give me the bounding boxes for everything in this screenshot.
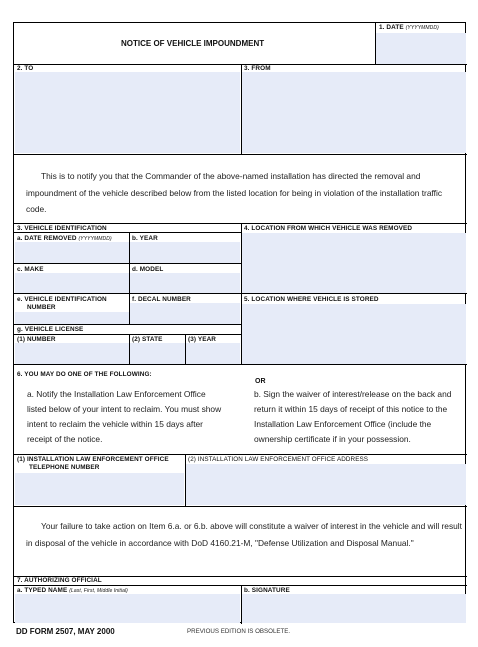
year-label: b. YEAR <box>132 235 158 242</box>
signature-field[interactable] <box>242 594 466 623</box>
notice-paragraph <box>26 168 459 218</box>
notice-text: This is to notify you that the Commander of the above-named installation has directed the removal and impoundment of the vehicle described below from the listed location for being in violation of the installation traffic code. <box>26 171 443 214</box>
office-address-field[interactable] <box>186 464 466 505</box>
typed-name-hint: (Last, First, Middle Initial) <box>69 588 128 594</box>
decal-field[interactable] <box>130 303 240 324</box>
make-field[interactable] <box>15 273 129 293</box>
license-number-field[interactable] <box>15 343 129 364</box>
divider <box>14 506 467 507</box>
vin-label-line-1: e. VEHICLE IDENTIFICATION <box>17 296 107 303</box>
divider <box>14 364 467 365</box>
model-label: d. MODEL <box>132 266 164 273</box>
signature-label: b. SIGNATURE <box>244 587 290 594</box>
divider <box>14 454 467 455</box>
date-field[interactable] <box>376 33 466 64</box>
from-field[interactable] <box>242 72 466 153</box>
option-b-text: b. Sign the waiver of interest/release on the back and return it within 15 days of receipt of this notice to the Installation Law Enforcement Office (include the ownership certificate if in your possession. <box>254 389 452 444</box>
vehicle-impoundment-form <box>13 22 466 623</box>
location-stored-label: 5. LOCATION WHERE VEHICLE IS STORED <box>244 296 379 303</box>
license-year-label: (3) YEAR <box>188 336 217 343</box>
typed-name-field[interactable] <box>15 594 240 623</box>
waiver-paragraph <box>26 518 462 551</box>
vin-label-line-2: NUMBER <box>27 304 56 311</box>
make-label: c. MAKE <box>17 266 44 273</box>
office-address-label: (2) INSTALLATION LAW ENFORCEMENT OFFICE ADDRESS <box>188 456 369 463</box>
license-year-field[interactable] <box>186 343 240 364</box>
waiver-text: Your failure to take action on Item 6.a. or 6.b. above will constitute a waiver of interest in the vehicle and will result in disposal of the vehicle in accordance with DoD 4160.21-M, "Defense Utilization and Disposal Manual." <box>26 521 462 548</box>
office-phone-label-line-1: (1) INSTALLATION LAW ENFORCEMENT OFFICE <box>17 456 169 463</box>
decal-label: f. DECAL NUMBER <box>132 296 191 303</box>
date-label-text: 1. DATE <box>379 24 404 31</box>
divider <box>14 324 241 325</box>
to-label: 2. TO <box>17 65 34 72</box>
form-title: NOTICE OF VEHICLE IMPOUNDMENT <box>121 39 265 48</box>
date-removed-label <box>17 235 112 242</box>
authorizing-label: 7. AUTHORIZING OFFICIAL <box>17 577 102 584</box>
divider <box>14 293 467 294</box>
license-number-label: (1) NUMBER <box>17 336 56 343</box>
location-stored-field[interactable] <box>242 304 466 364</box>
office-phone-label <box>17 456 169 472</box>
option-a-text: a. Notify the Installation Law Enforcement Office listed below of your intent to reclaim. You must show intent to reclaim the vehicle within 15 days after receipt of the notice. <box>27 389 222 444</box>
license-label: g. VEHICLE LICENSE <box>17 326 84 333</box>
office-phone-field[interactable] <box>15 473 184 505</box>
location-removed-label: 4. LOCATION FROM WHICH VEHICLE WAS REMOVED <box>244 225 413 232</box>
license-state-field[interactable] <box>130 343 185 364</box>
license-state-label: (2) STATE <box>132 336 163 343</box>
option-a <box>27 387 227 447</box>
or-label: OR <box>255 378 266 385</box>
edition-note: PREVIOUS EDITION IS OBSOLETE. <box>187 628 291 635</box>
date-removed-field[interactable] <box>15 242 129 263</box>
vehicle-id-label: 3. VEHICLE IDENTIFICATION <box>17 225 107 232</box>
typed-name-label <box>17 587 128 594</box>
year-field[interactable] <box>130 242 240 263</box>
divider <box>14 263 241 264</box>
date-label <box>379 24 439 31</box>
vin-field[interactable] <box>15 312 129 324</box>
typed-name-label-text: a. TYPED NAME <box>17 587 68 594</box>
divider <box>14 232 241 233</box>
vin-label <box>17 296 107 312</box>
date-removed-hint: (YYYYMMDD) <box>78 236 112 242</box>
office-phone-label-line-2: TELEPHONE NUMBER <box>29 464 100 471</box>
model-field[interactable] <box>130 273 240 293</box>
location-removed-field[interactable] <box>242 233 466 293</box>
divider <box>14 334 241 335</box>
options-label: 6. YOU MAY DO ONE OF THE FOLLOWING: <box>17 371 152 378</box>
option-b <box>254 387 459 447</box>
date-hint: (YYYYMMDD) <box>405 25 439 31</box>
form-id: DD FORM 2507, MAY 2000 <box>16 627 115 636</box>
date-removed-label-text: a. DATE REMOVED <box>17 235 77 242</box>
from-label: 3. FROM <box>244 65 271 72</box>
to-field[interactable] <box>15 72 240 153</box>
divider <box>14 154 467 155</box>
